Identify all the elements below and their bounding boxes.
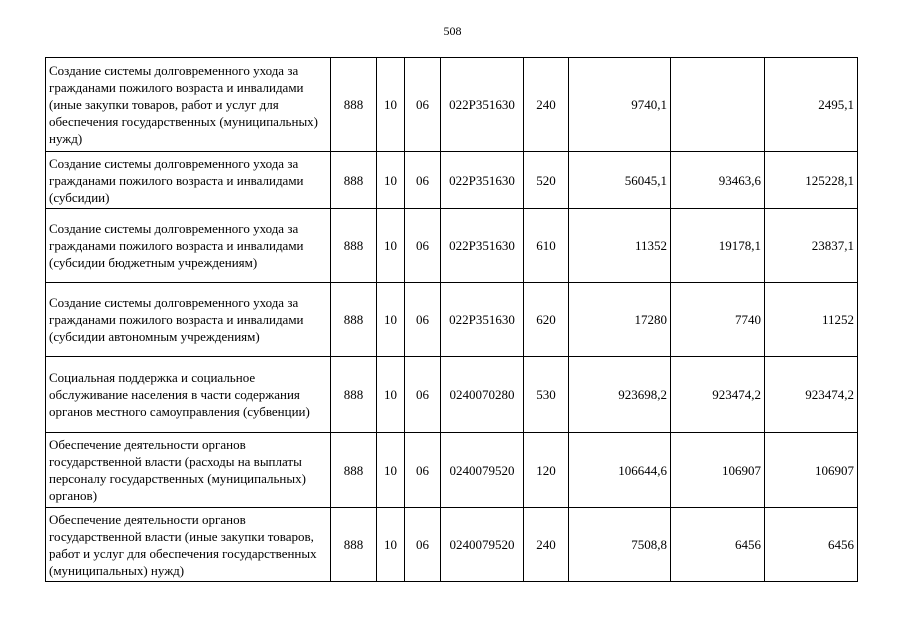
section-code-cell: 10	[377, 508, 405, 582]
expense-type-cell: 620	[524, 283, 569, 357]
section-code-cell: 10	[377, 209, 405, 283]
section-code-cell: 10	[377, 58, 405, 152]
amount-year-2-cell	[671, 58, 765, 152]
amount-year-2-cell: 19178,1	[671, 209, 765, 283]
ministry-code-cell: 888	[331, 508, 377, 582]
amount-year-1-cell: 923698,2	[569, 357, 671, 433]
amount-year-3-cell: 6456	[765, 508, 858, 582]
amount-year-2-cell: 7740	[671, 283, 765, 357]
expense-type-cell: 240	[524, 508, 569, 582]
expense-name-cell: Создание системы долговременного ухода за гражданами пожилого возраста и инвалидами (субсидии автономным учреждениям)	[46, 283, 331, 357]
expense-name-cell: Обеспечение деятельности органов государственной власти (иные закупки товаров, работ и услуг для обеспечения государственных (муниципальных) нужд)	[46, 508, 331, 582]
subsection-code-cell: 06	[405, 283, 441, 357]
expense-type-cell: 520	[524, 152, 569, 209]
amount-year-3-cell: 125228,1	[765, 152, 858, 209]
amount-year-1-cell: 17280	[569, 283, 671, 357]
expense-name-cell: Обеспечение деятельности органов государственной власти (расходы на выплаты персоналу государственных (муниципальных) органов)	[46, 433, 331, 508]
ministry-code-cell: 888	[331, 152, 377, 209]
amount-year-1-cell: 106644,6	[569, 433, 671, 508]
target-article-cell: 022P351630	[441, 209, 524, 283]
subsection-code-cell: 06	[405, 433, 441, 508]
table-row	[46, 58, 858, 152]
expense-name-cell: Создание системы долговременного ухода за гражданами пожилого возраста и инвалидами (субсидии)	[46, 152, 331, 209]
subsection-code-cell: 06	[405, 209, 441, 283]
table-row	[46, 433, 858, 508]
amount-year-2-cell: 106907	[671, 433, 765, 508]
table-row	[46, 283, 858, 357]
section-code-cell: 10	[377, 357, 405, 433]
target-article-cell: 022P351630	[441, 58, 524, 152]
expense-type-cell: 530	[524, 357, 569, 433]
subsection-code-cell: 06	[405, 58, 441, 152]
amount-year-3-cell: 106907	[765, 433, 858, 508]
target-article-cell: 022P351630	[441, 152, 524, 209]
amount-year-2-cell: 6456	[671, 508, 765, 582]
section-code-cell: 10	[377, 433, 405, 508]
amount-year-1-cell: 7508,8	[569, 508, 671, 582]
amount-year-2-cell: 923474,2	[671, 357, 765, 433]
amount-year-3-cell: 11252	[765, 283, 858, 357]
ministry-code-cell: 888	[331, 58, 377, 152]
ministry-code-cell: 888	[331, 209, 377, 283]
table-row	[46, 152, 858, 209]
target-article-cell: 0240079520	[441, 508, 524, 582]
table-row	[46, 209, 858, 283]
section-code-cell: 10	[377, 152, 405, 209]
amount-year-1-cell: 11352	[569, 209, 671, 283]
page-number: 508	[443, 24, 462, 38]
expense-name-cell: Создание системы долговременного ухода за гражданами пожилого возраста и инвалидами (иные закупки товаров, работ и услуг для обеспечения государственных (муниципальных) нужд)	[46, 58, 331, 152]
target-article-cell: 0240070280	[441, 357, 524, 433]
amount-year-3-cell: 2495,1	[765, 58, 858, 152]
expense-type-cell: 120	[524, 433, 569, 508]
table-row	[46, 508, 858, 582]
amount-year-1-cell: 56045,1	[569, 152, 671, 209]
subsection-code-cell: 06	[405, 508, 441, 582]
ministry-code-cell: 888	[331, 357, 377, 433]
ministry-code-cell: 888	[331, 433, 377, 508]
section-code-cell: 10	[377, 283, 405, 357]
amount-year-3-cell: 923474,2	[765, 357, 858, 433]
amount-year-3-cell: 23837,1	[765, 209, 858, 283]
expense-name-cell: Создание системы долговременного ухода за гражданами пожилого возраста и инвалидами (субсидии бюджетным учреждениям)	[46, 209, 331, 283]
target-article-cell: 022P351630	[441, 283, 524, 357]
subsection-code-cell: 06	[405, 357, 441, 433]
ministry-code-cell: 888	[331, 283, 377, 357]
expense-type-cell: 610	[524, 209, 569, 283]
amount-year-1-cell: 9740,1	[569, 58, 671, 152]
expense-type-cell: 240	[524, 58, 569, 152]
amount-year-2-cell: 93463,6	[671, 152, 765, 209]
expense-name-cell: Социальная поддержка и социальное обслуживание населения в части содержания органов местного самоуправления (субвенции)	[46, 357, 331, 433]
subsection-code-cell: 06	[405, 152, 441, 209]
budget-table	[45, 57, 858, 582]
target-article-cell: 0240079520	[441, 433, 524, 508]
table-row	[46, 357, 858, 433]
